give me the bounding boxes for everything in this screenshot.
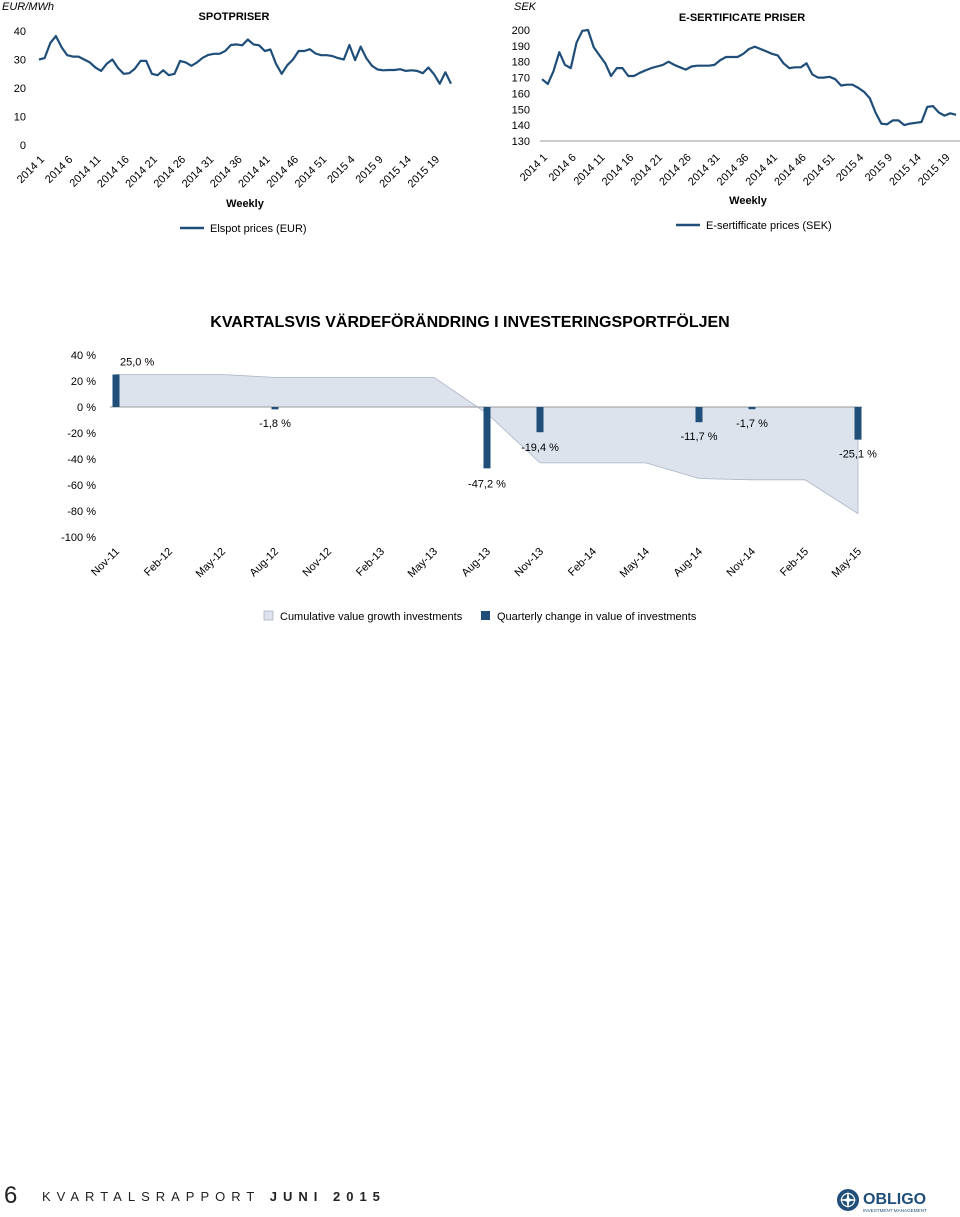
spot-price-line: [39, 36, 451, 84]
x-tick-label: May-15: [829, 545, 865, 581]
quarterly-change-bar: [855, 407, 862, 440]
x-tick-label: 2015 9: [353, 153, 386, 186]
ecert-legend-label: E-sertifficate prices (SEK): [706, 220, 832, 232]
bar-value-label: 25,0 %: [120, 356, 155, 369]
ecert-chart-title: E-SERTIFICATE PRISER: [678, 12, 806, 24]
report-title-date: JUNI 2015: [269, 1189, 386, 1204]
x-tick-label: 2014 46: [772, 151, 809, 189]
e-certificate-chart: [480, 0, 960, 250]
x-tick-label: 2014 51: [292, 153, 330, 191]
spot-unit-label: EUR/MWh: [2, 1, 54, 13]
x-tick-label: 2014 41: [743, 151, 781, 189]
x-tick-label: 2014 6: [546, 151, 579, 184]
x-tick-label: 2014 11: [571, 151, 608, 188]
legend-area-swatch: [264, 611, 273, 620]
x-tick-label: May-13: [405, 545, 441, 581]
x-tick-label: 2015 19: [405, 153, 443, 191]
portfolio-value-chart: [0, 300, 960, 640]
ecert-xaxis-label: Weekly: [729, 195, 767, 207]
quarterly-change-bar: [113, 375, 120, 408]
obligo-logo-subtext: INVESTMENT MANAGEMENT: [863, 1208, 927, 1213]
y-tick-label: -100 %: [61, 532, 96, 544]
y-tick-label: 30: [13, 54, 26, 67]
x-tick-label: May-14: [617, 545, 653, 581]
quarterly-change-bar: [696, 407, 703, 422]
x-tick-label: Nov-11: [89, 545, 123, 579]
x-tick-label: Nov-13: [512, 545, 547, 580]
bar-value-label: -11,7 %: [680, 431, 718, 444]
x-tick-label: 2015 4: [325, 153, 358, 186]
x-tick-label: Feb-12: [141, 545, 176, 579]
y-tick-label: 190: [511, 40, 530, 53]
x-tick-label: 2015 9: [862, 151, 896, 184]
x-tick-label: 2015 14: [377, 153, 414, 191]
portfolio-chart-title: KVARTALSVIS VÄRDEFÖRÄNDRING I INVESTERINGSPORTFÖLJEN: [210, 314, 730, 331]
x-tick-label: 2014 6: [43, 153, 76, 186]
y-tick-label: 160: [511, 88, 530, 101]
legend-area-label: Cumulative value growth investments: [280, 611, 463, 623]
x-tick-label: Nov-14: [724, 545, 759, 580]
x-tick-label: 2014 31: [179, 153, 217, 191]
y-tick-label: -80 %: [67, 506, 96, 518]
y-tick-label: 200: [511, 25, 530, 37]
obligo-logo-text: OBLIGO: [863, 1191, 927, 1208]
x-tick-label: 2014 36: [208, 153, 245, 191]
quarterly-change-bar: [272, 407, 279, 409]
x-tick-label: 2014 36: [714, 151, 752, 189]
bar-value-label: -1,8 %: [259, 418, 291, 430]
y-tick-label: 170: [511, 72, 530, 85]
y-tick-label: 20: [13, 83, 26, 95]
x-tick-label: 2014 41: [236, 153, 273, 191]
y-tick-label: 180: [511, 56, 530, 69]
obligo-logo: [836, 1186, 936, 1216]
x-tick-label: 2014 21: [123, 153, 160, 191]
x-tick-label: 2014 16: [95, 153, 132, 191]
y-tick-label: -40 %: [67, 454, 96, 466]
ecert-unit-label: SEK: [514, 1, 537, 13]
x-tick-label: 2015 14: [887, 151, 924, 189]
ecert-price-line: [542, 30, 956, 125]
x-tick-label: Nov-12: [300, 545, 335, 580]
bar-value-label: -1,7 %: [736, 418, 768, 430]
x-tick-label: 2014 31: [686, 151, 723, 189]
x-tick-label: Feb-13: [353, 545, 388, 579]
x-tick-label: 2014 21: [628, 151, 666, 189]
x-tick-label: 2015 4: [834, 151, 867, 184]
x-tick-label: Feb-14: [565, 545, 600, 579]
x-tick-label: Aug-14: [671, 545, 706, 580]
spot-xaxis-label: Weekly: [226, 198, 264, 210]
bar-value-label: -25,1 %: [839, 448, 877, 461]
y-tick-label: 0: [19, 140, 26, 152]
x-tick-label: 2014 11: [67, 153, 104, 190]
y-tick-label: 140: [511, 120, 530, 133]
x-tick-label: 2014 46: [264, 153, 302, 191]
x-tick-label: Aug-13: [459, 545, 494, 580]
x-tick-label: 2015 19: [916, 151, 953, 189]
y-tick-label: 0 %: [77, 402, 96, 414]
y-tick-label: 20 %: [70, 376, 96, 388]
quarterly-change-bar: [484, 407, 491, 468]
legend-bar-swatch: [481, 611, 490, 620]
x-tick-label: 2014 1: [14, 153, 48, 186]
x-tick-label: Feb-15: [777, 545, 812, 579]
x-tick-label: 2014 1: [517, 151, 551, 184]
x-tick-label: 2014 16: [599, 151, 637, 189]
report-title-main: KVARTALSRAPPORT: [42, 1189, 261, 1204]
y-tick-label: -60 %: [67, 480, 96, 492]
x-tick-label: 2014 51: [801, 151, 838, 189]
quarterly-change-bar: [749, 407, 756, 409]
x-tick-label: Aug-12: [247, 545, 282, 580]
y-tick-label: 10: [13, 111, 26, 124]
quarterly-change-bar: [537, 407, 544, 432]
bar-value-label: -19,4 %: [521, 442, 559, 455]
x-tick-label: May-12: [193, 545, 229, 581]
page-number: 6: [4, 1182, 18, 1209]
spot-legend-label: Elspot prices (EUR): [210, 223, 307, 235]
report-title: [42, 1189, 386, 1204]
x-tick-label: 2014 26: [657, 151, 694, 189]
y-tick-label: 150: [511, 104, 530, 117]
bar-value-label: -47,2 %: [468, 478, 506, 491]
spot-price-chart: [0, 0, 470, 250]
legend-bar-label: Quarterly change in value of investments: [497, 611, 697, 623]
y-tick-label: -20 %: [67, 428, 96, 440]
x-tick-label: 2014 26: [151, 153, 189, 191]
y-tick-label: 40: [13, 26, 26, 38]
y-tick-label: 40 %: [70, 350, 96, 362]
y-tick-label: 130: [511, 136, 530, 148]
spot-chart-title: SPOTPRISER: [198, 11, 270, 23]
